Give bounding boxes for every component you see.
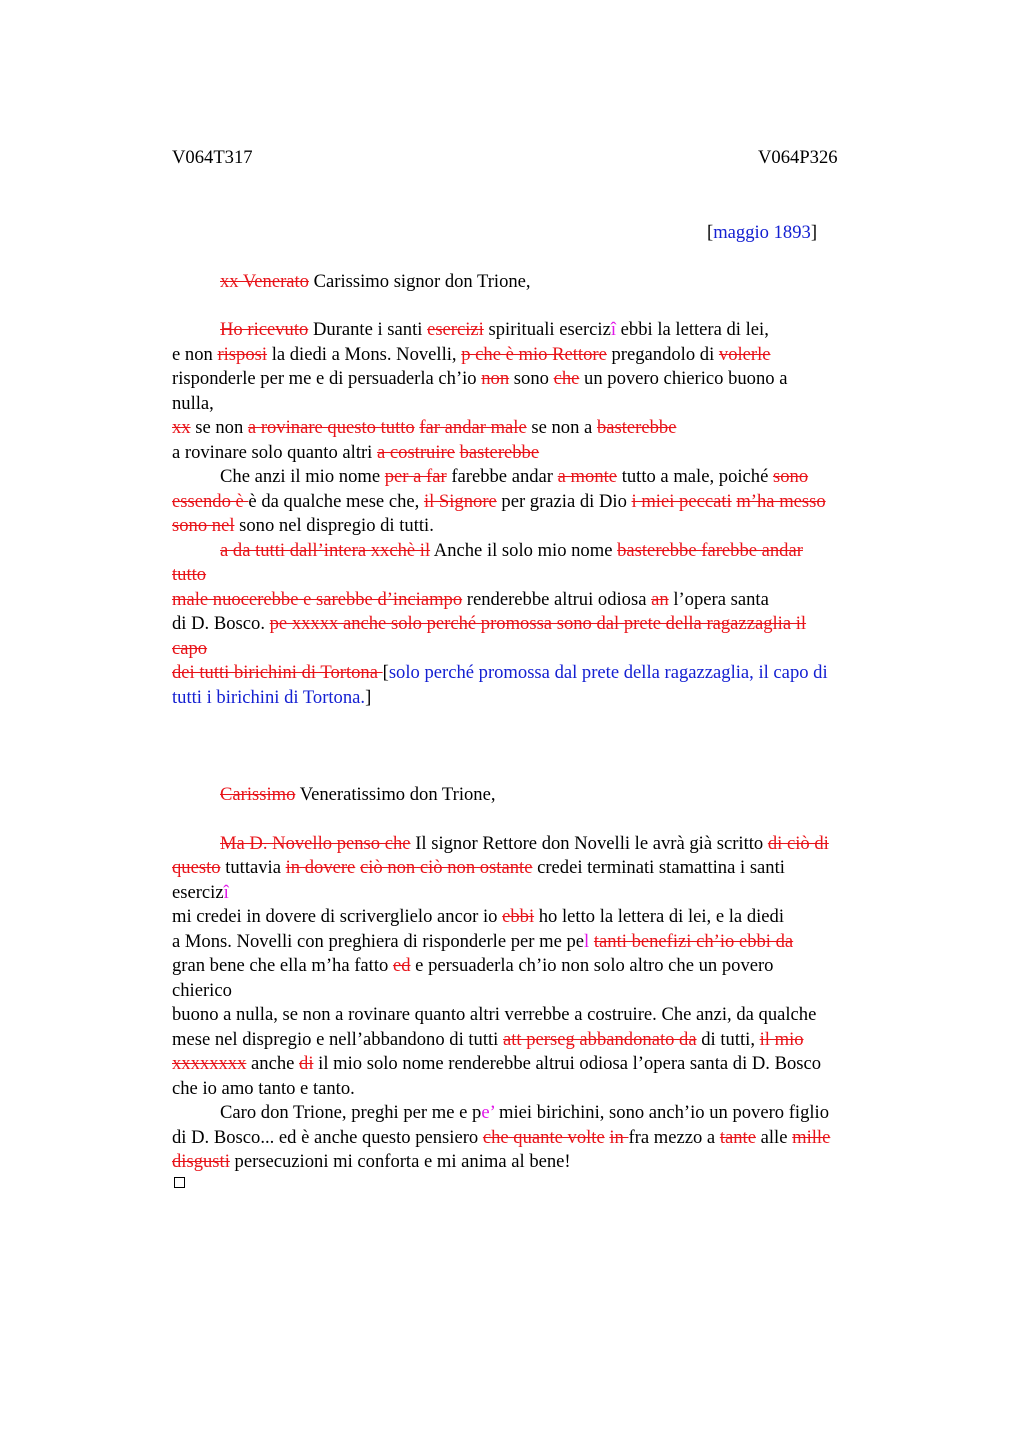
- draft2-line: Ma D. Novello penso che Il signor Rettore don Novelli le avrà già scritto di ciò di: [220, 833, 829, 854]
- draft2-line: esercizî: [172, 882, 229, 903]
- draft1-line: male nuocerebbe e sarebbe d’inciampo renderebbe altrui odiosa an l’opera santa: [172, 589, 769, 610]
- header-right-code: V064P326: [758, 147, 838, 168]
- draft1-line: risponderle per me e di persuaderla ch’io non sono che un povero chierico buono a: [172, 368, 788, 389]
- draft1-line: capo: [172, 638, 208, 659]
- draft1-line: a rovinare solo quanto altri a costruire basterebbe: [172, 442, 540, 463]
- draft1-salutation: xx Venerato Carissimo signor don Trione,: [220, 271, 531, 292]
- draft2-line: buono a nulla, se non a rovinare quanto altri verrebbe a costruire. Che anzi, da qualche: [172, 1004, 817, 1025]
- draft2-line: xxxxxxxx anche di il mio solo nome renderebbe altrui odiosa l’opera santa di D. Bosco: [172, 1053, 822, 1074]
- end-marker-box-icon: [174, 1177, 185, 1188]
- draft1-line: tutti i birichini di Tortona.]: [172, 687, 372, 708]
- draft1-line: tutto: [172, 564, 207, 585]
- draft1-line: xx se non a rovinare questo tutto far andar male se non a basterebbe: [172, 417, 677, 438]
- draft2-line: chierico: [172, 980, 232, 1001]
- draft1-line: sono nel sono nel dispregio di tutti.: [172, 515, 434, 536]
- draft2-line: questo tuttavia in dovere ciò non ciò non ostante credei terminati stamattina i santi: [172, 857, 785, 878]
- draft1-line: nulla,: [172, 393, 214, 414]
- draft1-line: e non risposi la diedi a Mons. Novelli, p che è mio Rettore pregandolo di volerle: [172, 344, 771, 365]
- draft1-line: a da tutti dall’intera xxchè il Anche il solo mio nome basterebbe farebbe andar: [220, 540, 803, 561]
- draft2-line: che io amo tanto e tanto.: [172, 1078, 355, 1099]
- draft2-line: gran bene che ella m’ha fatto ed e persuaderla ch’io non solo altro che un povero: [172, 955, 774, 976]
- draft2-line: mese nel dispregio e nell’abbandono di tutti att perseg abbandonato da di tutti, il mio: [172, 1029, 804, 1050]
- date-line: [maggio 1893]: [707, 222, 818, 243]
- draft2-salutation: Carissimo Veneratissimo don Trione,: [220, 784, 496, 805]
- draft2-line: disgusti persecuzioni mi conforta e mi anima al bene!: [172, 1151, 571, 1172]
- draft2-line: a Mons. Novelli con preghiera di risponderle per me pel tanti benefizi ch’io ebbi da: [172, 931, 794, 952]
- draft2-line: Caro don Trione, preghi per me e pe’ miei birichini, sono anch’io un povero figlio: [220, 1102, 830, 1123]
- draft1-line: essendo è è da qualche mese che, il Signore per grazia di Dio i miei peccati m’ha messo: [172, 491, 826, 512]
- date-text: maggio 1893: [713, 222, 811, 243]
- draft1-line: Che anzi il mio nome per a far farebbe andar a monte tutto a male, poiché sono: [220, 466, 809, 487]
- draft1-line: dei tutti birichini di Tortona [solo perché promossa dal prete della ragazzaglia, il capo di: [172, 662, 828, 683]
- draft1-line: Ho ricevuto Durante i santi esercizi spirituali esercizî ebbi la lettera di lei,: [220, 319, 769, 340]
- draft2-line: mi credei in dovere di scriverglielo ancor io ebbi ho letto la lettera di lei, e la diedi: [172, 906, 784, 927]
- draft1-line: di D. Bosco. pe xxxxx anche solo perché promossa sono dal prete della ragazzaglia il: [172, 613, 807, 634]
- draft2-line: di D. Bosco... ed è anche questo pensiero che quante volte in fra mezzo a tante alle mille: [172, 1127, 831, 1148]
- header-left-code: V064T317: [172, 147, 253, 168]
